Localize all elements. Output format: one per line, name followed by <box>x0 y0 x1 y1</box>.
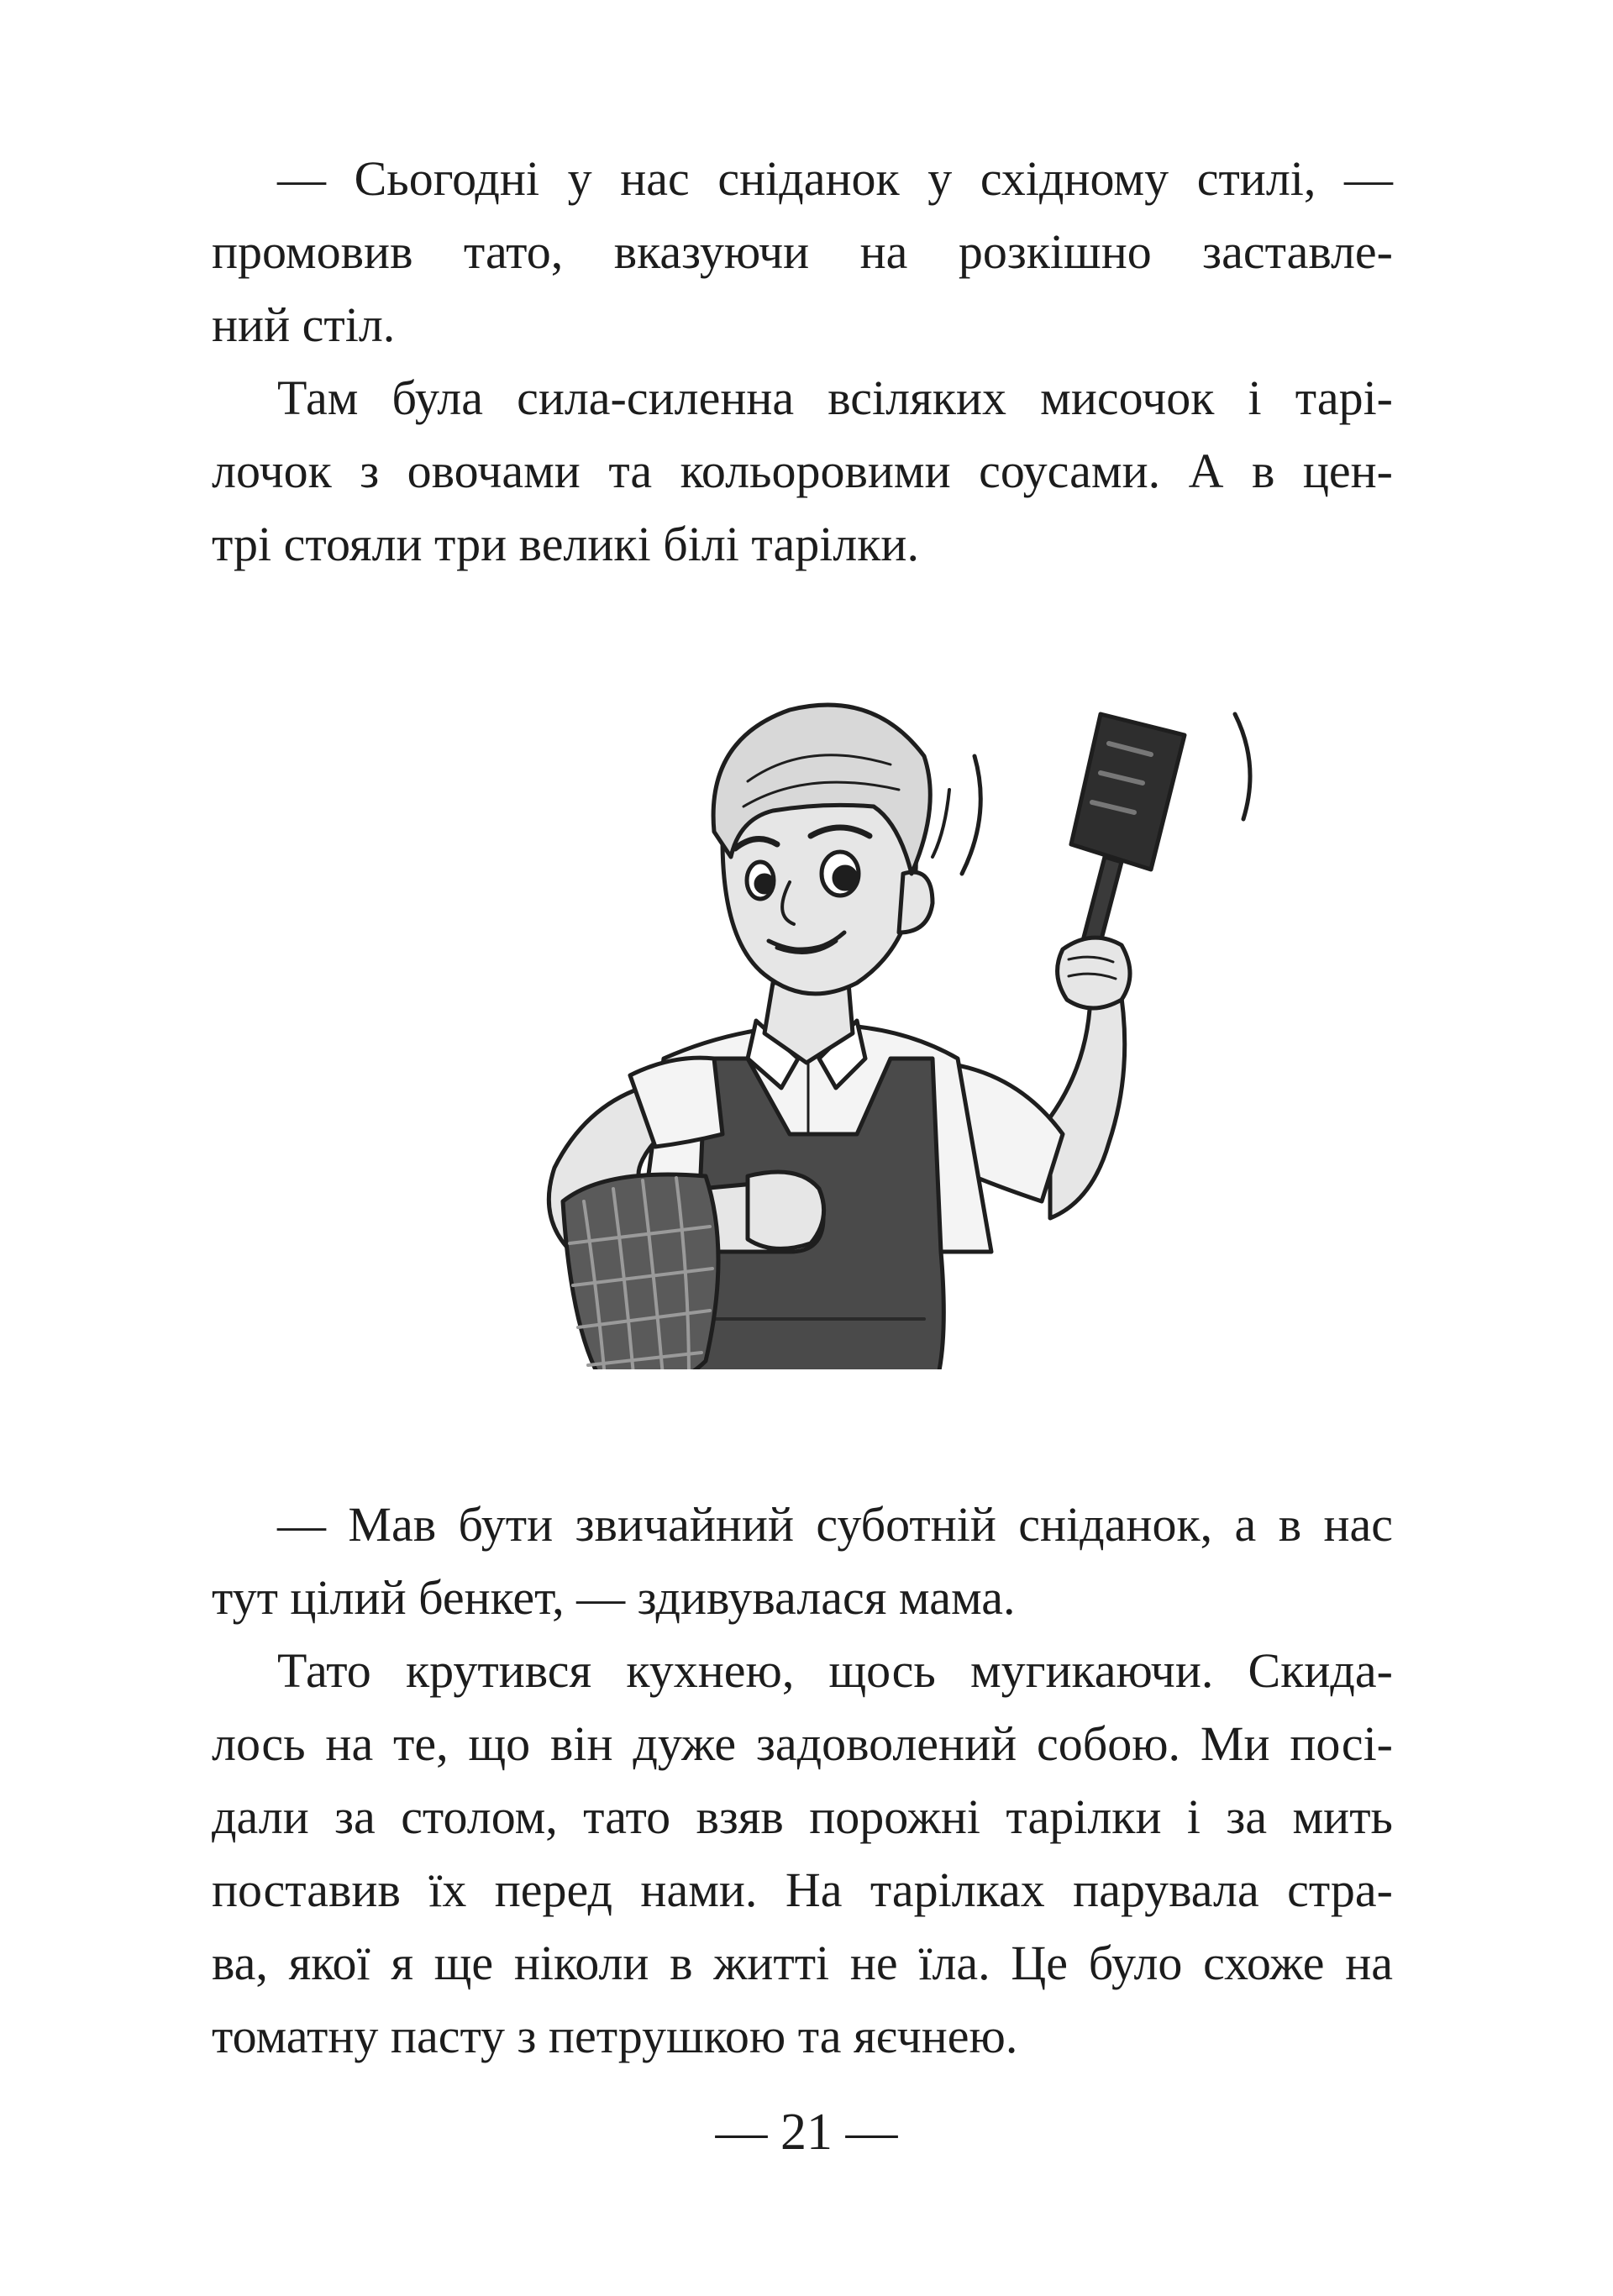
text-line: ний стіл. <box>212 297 396 352</box>
text-line: лось на те, що він дуже задоволений собою. Ми посі- <box>212 1716 1393 1771</box>
text-line: лочок з овочами та кольоровими соусами. А в цен- <box>212 444 1393 498</box>
illustration-father-cooking <box>353 664 1445 1369</box>
text-line: Тато крутився кухнею, щось мугикаючи. Скида- <box>277 1643 1393 1698</box>
text-line: — Мав бути звичайний суботній сніданок, а в нас <box>277 1497 1393 1552</box>
text-line: трі стояли три великі білі тарілки. <box>212 517 919 571</box>
text-line: промовив тато, вказуючи на розкішно заставле- <box>212 224 1393 279</box>
text-line: дали за столом, тато взяв порожні тарілки і за мить <box>212 1789 1393 1844</box>
text-line: ва, якої я ще ніколи в житті не їла. Це було схоже на <box>212 1936 1393 1990</box>
text-line: поставив їх перед нами. На тарілках парувала стра- <box>212 1863 1393 1917</box>
text-line: тут цілий бенкет, — здивувалася мама. <box>212 1570 1016 1625</box>
text-line: — Сьогодні у нас сніданок у східному стилі, — <box>277 151 1393 206</box>
text-line: Там була сила-силенна всіляких мисочок і тарі- <box>277 370 1393 425</box>
text-line: томатну пасту з петрушкою та яєчнею. <box>212 2009 1018 2063</box>
page-number: — 21 — <box>715 2104 898 2161</box>
